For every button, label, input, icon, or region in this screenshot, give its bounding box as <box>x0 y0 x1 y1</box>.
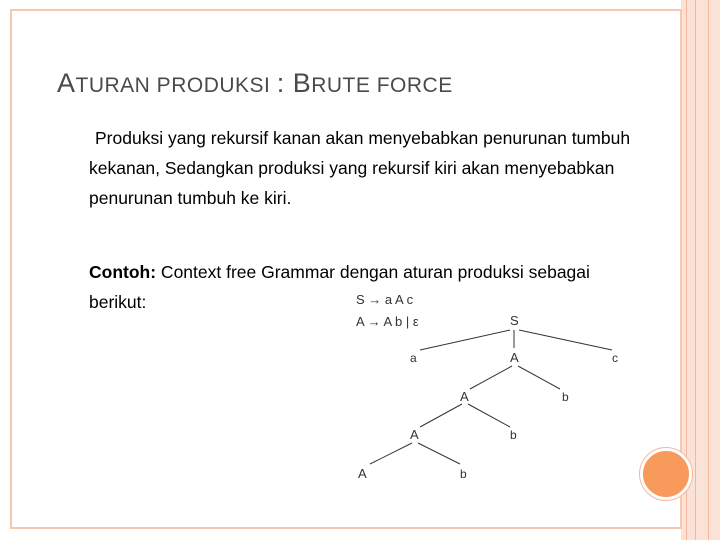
tree-edge <box>468 404 510 427</box>
tree-edge <box>370 443 412 464</box>
tree-node: A <box>410 427 419 442</box>
tree-edge <box>420 330 510 350</box>
example-label: Contoh: <box>89 262 157 282</box>
grammar-rule: A → A b | ε <box>356 314 419 329</box>
tree-node: b <box>460 467 467 481</box>
tree-node: A <box>358 466 367 481</box>
title-part: TURAN PRODUKSI <box>75 74 277 97</box>
example-text: Context free Grammar dengan aturan produksi sebagai berikut: <box>89 262 590 312</box>
tree-node: b <box>510 428 517 442</box>
tree-node: A <box>460 389 469 404</box>
tree-edges <box>370 330 612 464</box>
title-part: RUTE FORCE <box>311 74 453 97</box>
tree-node-root: S <box>510 313 519 328</box>
grammar-rule: S → a A c <box>356 292 414 307</box>
tree-edge <box>518 366 560 389</box>
explanation-paragraph: Produksi yang rekursif kanan akan menyebabkan penurunan tumbuh kekanan, Sedangkan produksi yang rekursif kiri akan menyebabkan penurunan tumbuh ke kiri. <box>89 128 631 208</box>
tree-edge <box>418 443 460 464</box>
title-part: A <box>57 68 76 98</box>
tree-edge <box>420 404 462 427</box>
title-part: : B <box>276 68 312 98</box>
tree-edge <box>519 330 612 350</box>
tree-node: c <box>612 351 618 365</box>
tree-node: A <box>510 350 519 365</box>
tree-node: a <box>410 351 417 365</box>
tree-edge <box>470 366 512 389</box>
tree-node: b <box>562 390 569 404</box>
